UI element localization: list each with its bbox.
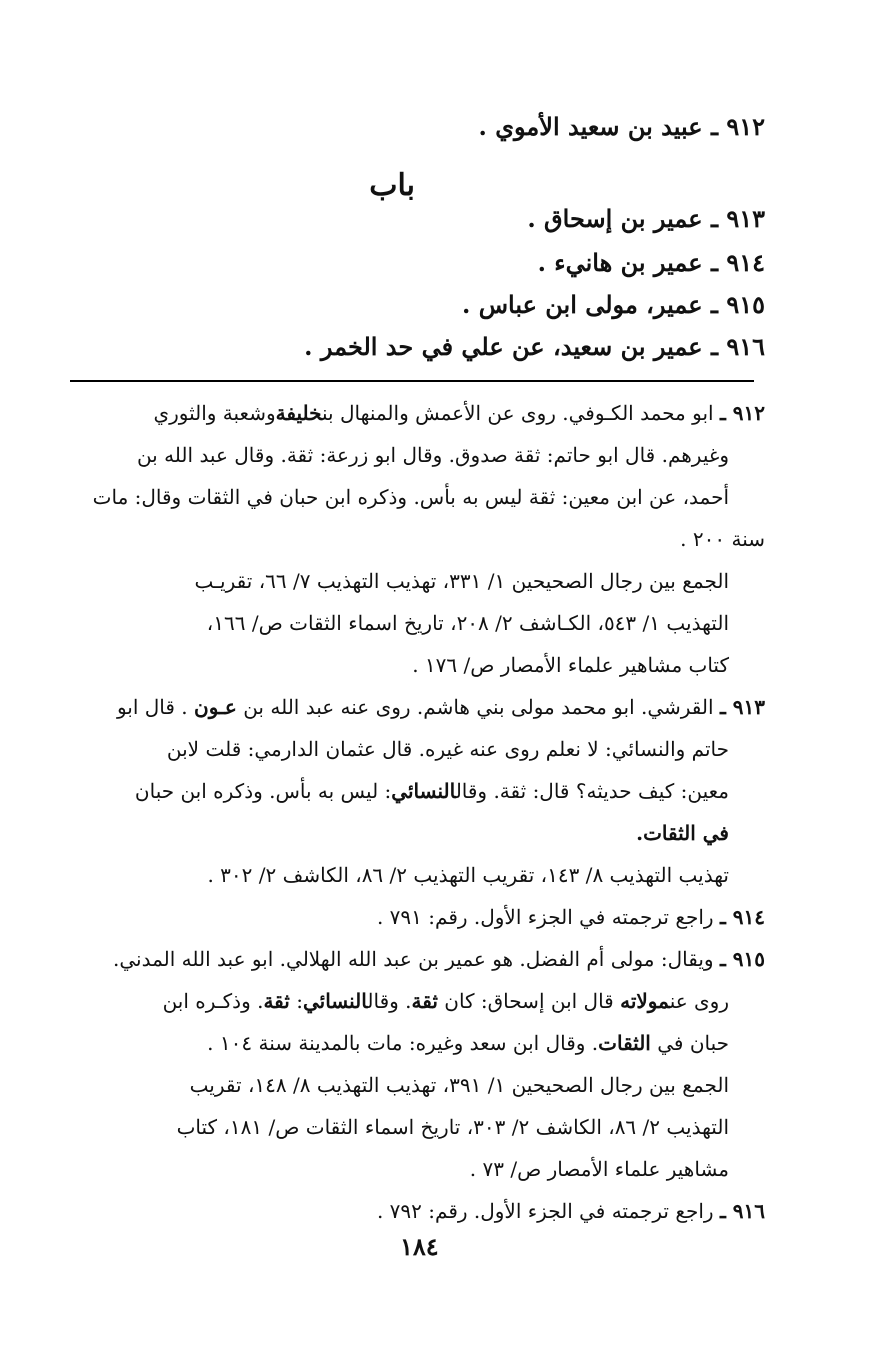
entry-912: ٩١٢ ـ عبيد بن سعيد الأموي . — [478, 112, 765, 141]
note-913-line-2: حاتم والنسائي: لا نعلم روى عنه غيره. قال عثمان الدارمي: قلت لابن — [166, 737, 729, 761]
footnotes — [75, 392, 765, 1232]
note-912-source-1: الجمع بين رجال الصحيحين ١/ ٣٣١، تهذيب التهذيب ٧/ ٦٦، تقريـب — [194, 569, 729, 593]
note-913-source-1: تهذيب التهذيب ٨/ ١٤٣، تقريب التهذيب ٢/ ٨٦، الكاشف ٢/ ٣٠٢ . — [207, 863, 729, 887]
note-915-line-2: روى عنمولاته قال ابن إسحاق: كان ثقة. وقالالنسائي: ثقة. وذكـره ابن — [162, 989, 729, 1013]
note-913-line-3: معين: كيف حديثه؟ قال: ثقة. وقالالنسائي: ليس به بأس. وذكره ابن حبان — [134, 779, 729, 803]
note-915-source-2: التهذيب ٢/ ٨٦، الكاشف ٢/ ٣٠٣، تاريخ اسماء الثقات ص/ ١٨١، كتاب — [176, 1115, 729, 1139]
note-915-source-1: الجمع بين رجال الصحيحين ١/ ٣٩١، تهذيب التهذيب ٨/ ١٤٨، تقريب — [189, 1073, 729, 1097]
note-913-line-1: ٩١٣ ـ القرشي. ابو محمد مولى بني هاشم. روى عنه عبد الله بن عـون . قال ابو — [116, 695, 765, 719]
note-915-source-3: مشاهير علماء الأمصار ص/ ٧٣ . — [469, 1157, 729, 1181]
note-912-line-1: ٩١٢ ـ ابو محمد الكـوفي. روى عن الأعمش والمنهال بنخليفةوشعبة والثوري — [153, 401, 765, 425]
note-912-source-2: التهذيب ١/ ٥٤٣، الكـاشف ٢/ ٢٠٨، تاريخ اسماء الثقات ص/ ١٦٦، — [206, 611, 729, 635]
entry-914: ٩١٤ ـ عمير بن هانيء . — [537, 248, 765, 277]
note-915-line-1: ٩١٥ ـ ويقال: مولى أم الفضل. هو عمير بن عبد الله الهلالي. ابو عبد الله المدني. — [113, 947, 765, 971]
note-913-line-4: في الثقات. — [636, 821, 729, 845]
section-heading: باب — [369, 168, 415, 203]
note-914: ٩١٤ ـ راجع ترجمته في الجزء الأول. رقم: ٧٩١ . — [376, 905, 765, 929]
entry-913: ٩١٣ ـ عمير بن إسحاق . — [527, 204, 765, 233]
note-915-line-3: حبان في الثقات. وقال ابن سعد وغيره: مات بالمدينة سنة ١٠٤ . — [207, 1031, 729, 1055]
note-912-line-3: أحمد، عن ابن معين: ثقة ليس به بأس. وذكره ابن حبان في الثقات وقال: مات — [92, 485, 729, 509]
note-916: ٩١٦ ـ راجع ترجمته في الجزء الأول. رقم: ٧٩٢ . — [376, 1199, 765, 1223]
note-912-line-2: وغيرهم. قال ابو حاتم: ثقة صدوق. وقال ابو زرعة: ثقة. وقال عبد الله بن — [136, 443, 729, 467]
footnote-divider — [70, 380, 754, 382]
note-912-line-4: سنة ٢٠٠ . — [680, 527, 765, 551]
entry-915: ٩١٥ ـ عمير، مولى ابن عباس . — [462, 290, 765, 319]
entry-916: ٩١٦ ـ عمير بن سعيد، عن علي في حد الخمر . — [304, 332, 765, 361]
note-912-source-3: كتاب مشاهير علماء الأمصار ص/ ١٧٦ . — [412, 653, 729, 677]
page-number: ١٨٤ — [400, 1232, 439, 1261]
